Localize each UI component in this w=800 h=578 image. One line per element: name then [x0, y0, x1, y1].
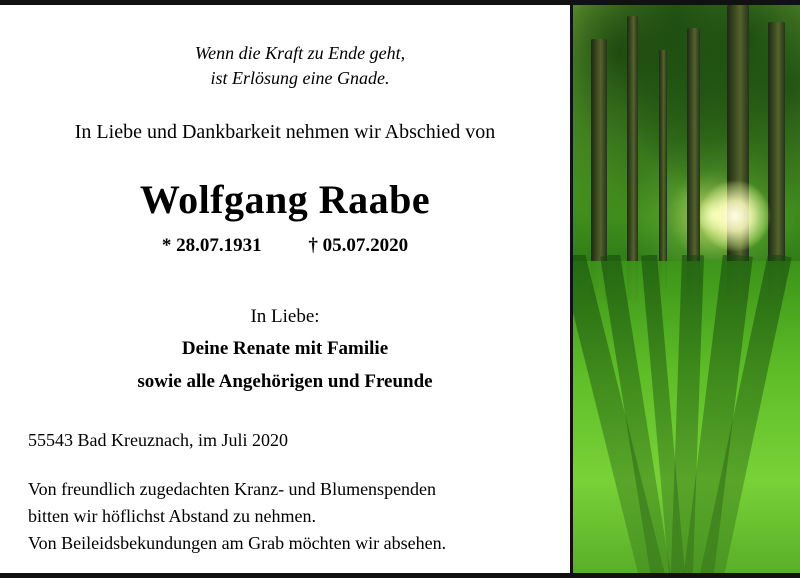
sunlight-glow — [700, 181, 770, 251]
birth-date-group — [162, 235, 267, 256]
donation-note-line-1: Von freundlich zugedachten Kranz- und Blumenspenden — [28, 479, 437, 499]
text-column — [0, 5, 570, 573]
dedication-intro: In Liebe: — [250, 305, 320, 327]
motto-line-1: Wenn die Kraft zu Ende geht, — [194, 43, 406, 63]
photo-column — [570, 5, 800, 573]
motto-line-2: ist Erlösung eine Gnade. — [210, 67, 390, 88]
donation-note-line-2: bitten wir höflichst Abstand zu nehmen. — [28, 506, 316, 526]
donation-note — [28, 476, 542, 557]
deceased-name: Wolfgang Raabe — [139, 176, 431, 222]
donation-note-line-3: Von Beileidsbekundungen am Grab möchten wir absehen. — [28, 533, 447, 553]
dedication-relatives: sowie alle Angehörigen und Freunde — [137, 371, 433, 392]
birth-date: 28.07.1931 — [176, 234, 262, 256]
dedication-block — [28, 301, 542, 399]
tree-shadows — [573, 255, 800, 573]
dedication-family: Deine Renate mit Familie — [181, 338, 389, 360]
death-date: 05.07.2020 — [322, 234, 409, 256]
motto-verse — [58, 41, 542, 91]
forest-photo — [573, 5, 800, 573]
farewell-text: In Liebe und Dankbarkeit nehmen wir Abschied von — [74, 120, 496, 143]
cross-icon: † — [308, 234, 318, 256]
place-and-date: 55543 Bad Kreuznach, im Juli 2020 — [28, 430, 288, 450]
star-icon: * — [161, 234, 172, 256]
tree-trunk — [659, 50, 667, 289]
footer-block — [28, 427, 542, 557]
death-date-group — [308, 235, 408, 256]
life-dates — [28, 235, 542, 257]
